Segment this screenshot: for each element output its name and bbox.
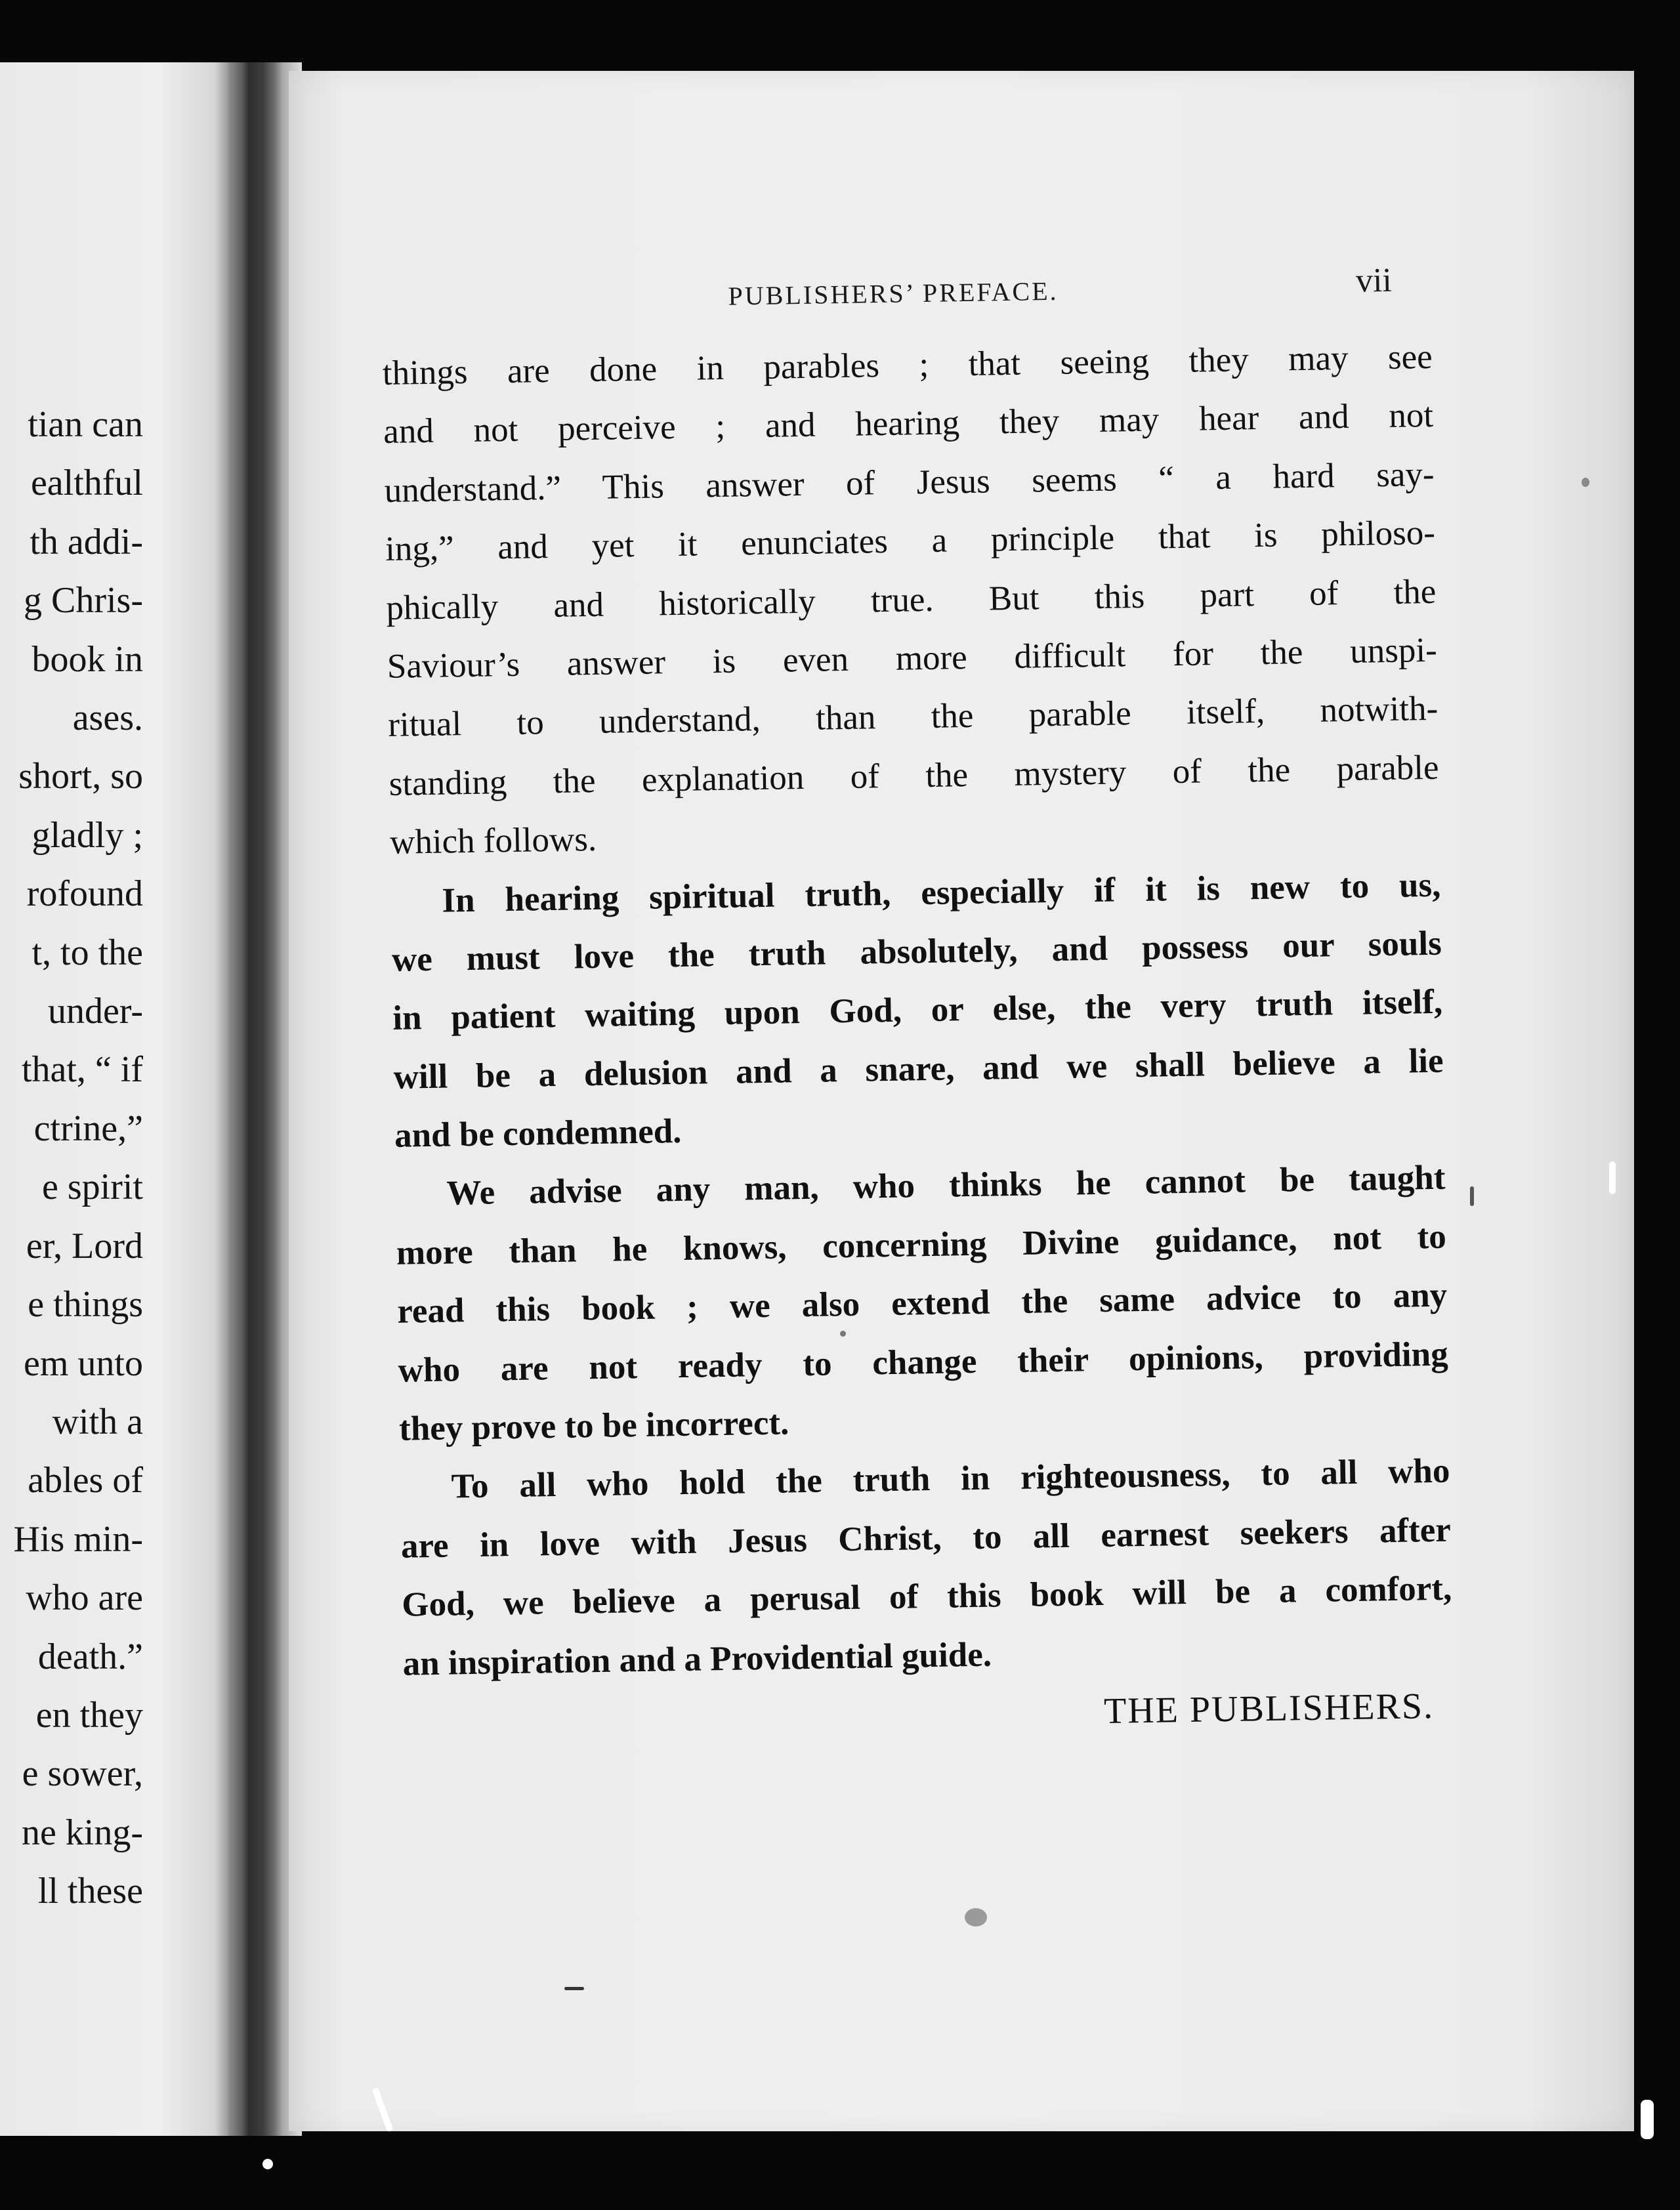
text-line: they prove to be incorrect. (398, 1404, 789, 1448)
text-line: understand.” This answer of Jesus seems “ a hard say- (384, 455, 1435, 510)
previous-page-line: ases. (72, 698, 143, 739)
page-blemish (1582, 478, 1589, 487)
paragraph (390, 856, 1445, 1165)
previous-page-line: who are (26, 1577, 143, 1619)
previous-page-line: th addi- (30, 521, 143, 562)
scan-dust (262, 2159, 273, 2169)
page-blemish (965, 1908, 987, 1927)
previous-page-line: ealthful (30, 463, 143, 504)
previous-page-line: book in (32, 638, 143, 680)
paragraph (382, 328, 1440, 873)
text-line: which follows. (389, 820, 597, 862)
previous-page-line: g Chris- (24, 580, 143, 621)
previous-page-line: e sower, (22, 1753, 143, 1795)
previous-page-line: e things (28, 1284, 143, 1325)
text-line: more than he knows, concerning Divine guidance, not to (396, 1217, 1447, 1272)
paragraph (400, 1442, 1453, 1694)
previous-page-line: e spirit (42, 1167, 143, 1208)
previous-page-line: ll these (37, 1871, 143, 1912)
text-line: In hearing spiritual truth, especially if it is new to us, (442, 865, 1441, 920)
body-text (382, 328, 1454, 1752)
previous-page-line: tian can (28, 404, 143, 445)
text-line: To all who hold the truth in righteousness, to all who (451, 1452, 1450, 1506)
text-line: God, we believe a perusal of this book will be a comfort, (401, 1569, 1452, 1624)
previous-page-line: with a (52, 1401, 143, 1442)
text-line: ritual to understand, than the parable itself, notwith- (387, 690, 1438, 745)
previous-page-line: t, to the (32, 932, 143, 973)
previous-page-line: en they (35, 1694, 143, 1736)
text-line: are in love with Jesus Christ, to all earnest seekers after (400, 1511, 1452, 1566)
scan-dust (1641, 2100, 1654, 2139)
previous-page-line: ne king- (21, 1812, 143, 1853)
text-line: we must love the truth absolutely, and possess our souls (391, 924, 1442, 979)
previous-page-line: death.” (37, 1636, 143, 1677)
text-line: and not perceive ; and hearing they may hear and not (383, 396, 1434, 451)
text-line: things are done in parables ; that seeing they may see (382, 337, 1433, 392)
previous-page-line: that, “ if (21, 1049, 143, 1091)
previous-page-fragment (0, 62, 228, 2136)
page-number: vii (1355, 261, 1393, 300)
scan-dust (1609, 1161, 1616, 1194)
previous-page-line: His min- (13, 1518, 143, 1560)
text-line: We advise any man, who thinks he cannot be taught (446, 1159, 1446, 1213)
text-line: and be condemned. (394, 1112, 682, 1155)
previous-page-line: ables of (28, 1460, 143, 1501)
text-line: an inspiration and a Providential guide. (402, 1635, 992, 1683)
text-line: standing the explanation of the mystery of the parable (388, 748, 1439, 803)
text-line: Saviour’s answer is even more difficult for the unspi- (387, 631, 1438, 686)
text-line: in patient waiting upon God, or else, the very truth itself, (392, 983, 1443, 1038)
previous-page-line: ctrine,” (33, 1108, 143, 1149)
running-title: PUBLISHERS’ PREFACE. (728, 276, 1059, 311)
previous-page-line: em unto (24, 1343, 143, 1384)
paragraph (395, 1149, 1450, 1459)
page-blemish (1470, 1186, 1474, 1206)
previous-page-line: short, so (18, 756, 143, 797)
previous-page-text (0, 396, 143, 1921)
signature: THE PUBLISHERS. (1103, 1686, 1435, 1732)
text-line: read this book ; we also extend the same advice to any (396, 1276, 1448, 1331)
text-line: phically and historically true. But this part of the (386, 572, 1437, 627)
previous-page-line: under- (47, 991, 143, 1032)
text-line: who are not ready to change their opinions, providing (398, 1335, 1449, 1390)
previous-page-line: rofound (26, 873, 143, 915)
page-blemish (564, 1987, 584, 1990)
previous-page-line: gladly ; (32, 814, 143, 856)
text-line: ing,” and yet it enunciates a principle that is philoso- (385, 513, 1436, 569)
previous-page-line: er, Lord (26, 1225, 143, 1266)
text-line: will be a delusion and a snare, and we shall believe a lie (393, 1041, 1444, 1096)
